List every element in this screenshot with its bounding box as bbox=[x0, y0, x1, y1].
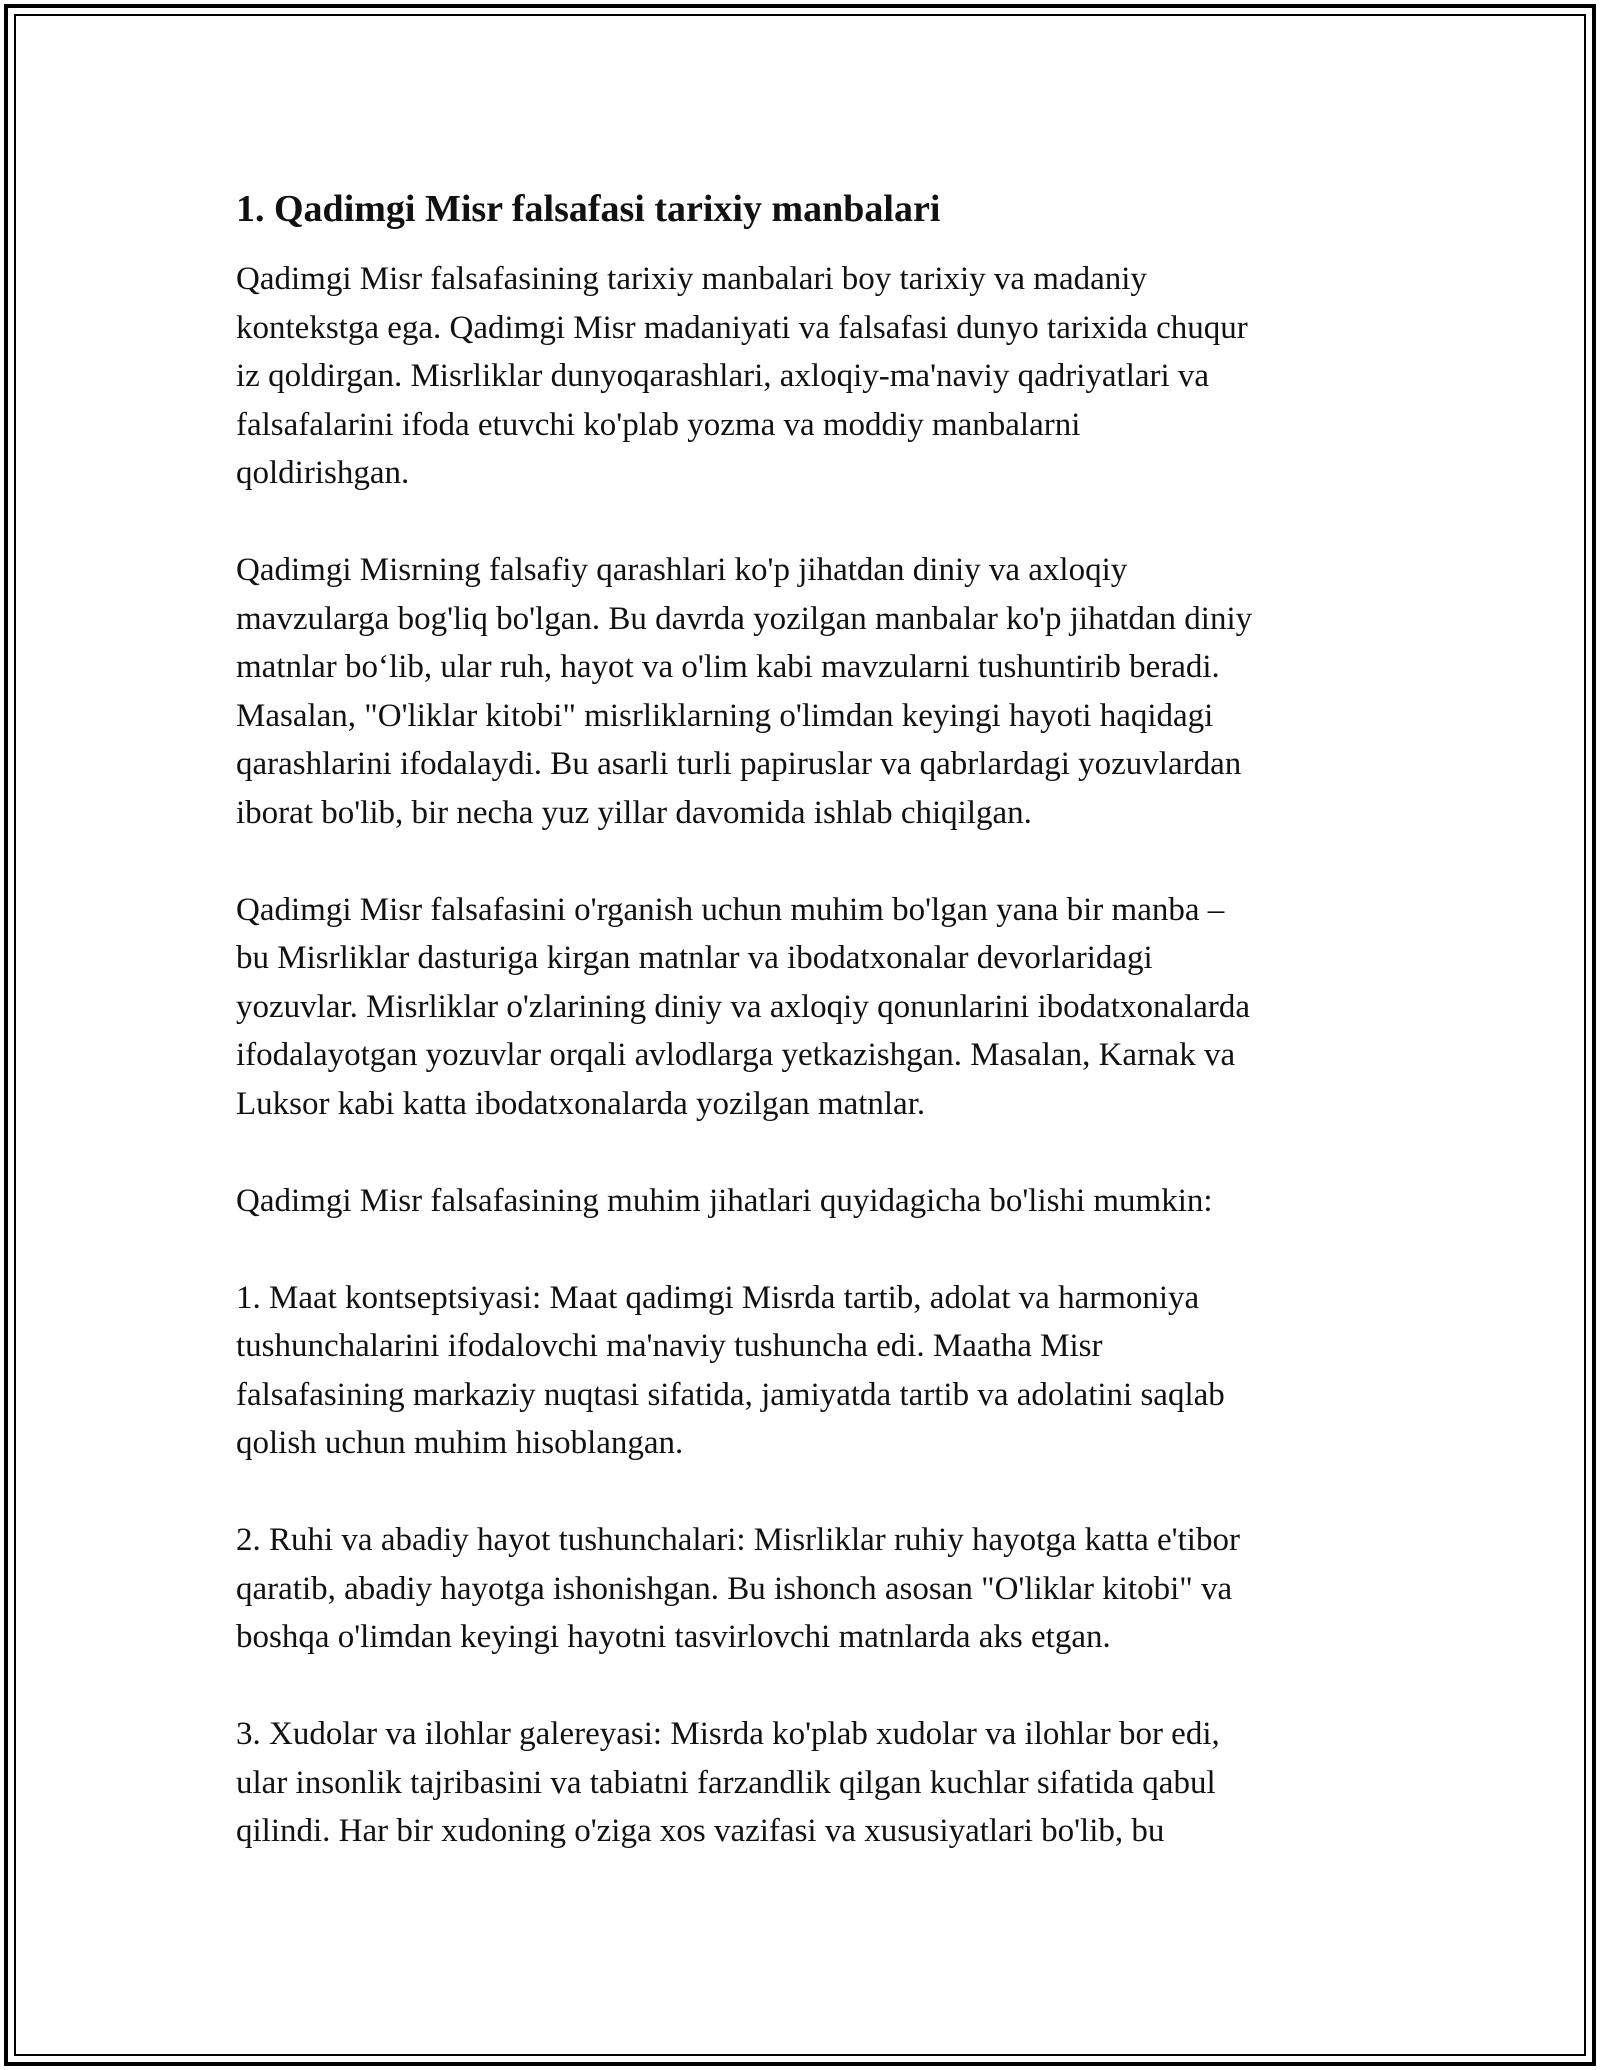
paragraph-aspects-intro bbox=[236, 1177, 1366, 1226]
text-line: Masalan, "O'liklar kitobi" misrliklarning o'limdan keyingi hayoti haqidagi bbox=[236, 697, 1214, 734]
text-line: qilindi. Har bir xudoning o'ziga xos vazifasi va xususiyatlari bo'lib, bu bbox=[236, 1813, 1165, 1849]
text-line: falsafalarini ifoda etuvchi ko'plab yozma va moddiy manbalarni bbox=[236, 406, 1081, 443]
list-item-eternal-life bbox=[236, 1516, 1366, 1662]
text-line: Qadimgi Misrning falsafiy qarashlari ko'p jihatdan diniy va axloqiy bbox=[236, 552, 1128, 588]
text-line: kontekstga ega. Qadimgi Misr madaniyati va falsafasi dunyo tarixida chuqur bbox=[236, 309, 1248, 346]
text-line: Qadimgi Misr falsafasini o'rganish uchun muhim bo'lgan yana bir manba – bbox=[236, 891, 1225, 928]
text-line: iborat bo'lib, bir necha yuz yillar davomida ishlab chiqilgan. bbox=[236, 794, 1032, 831]
text-line: ifodalayotgan yozuvlar orqali avlodlarga yetkazishgan. Masalan, Karnak va bbox=[236, 1037, 1236, 1073]
text-line: Qadimgi Misr falsafasining tarixiy manbalari boy tarixiy va madaniy bbox=[236, 261, 1147, 297]
text-line: Luksor kabi katta ibodatxonalarda yozilgan matnlar. bbox=[236, 1085, 926, 1122]
text-line: 2. Ruhi va abadiy hayot tushunchalari: Misrliklar ruhiy hayotga katta e'tibor bbox=[236, 1522, 1240, 1558]
text-line: 3. Xudolar va ilohlar galereyasi: Misrda ko'plab xudolar va ilohlar bor edi, bbox=[236, 1716, 1220, 1752]
text-line: qaratib, abadiy hayotga ishonishgan. Bu ishonch asosan "O'liklar kitobi" va bbox=[236, 1570, 1233, 1607]
text-line: matnlar bo‘lib, ular ruh, hayot va o'lim kabi mavzularni tushuntirib beradi. bbox=[236, 649, 1220, 685]
text-line: qolish uchun muhim hisoblangan. bbox=[236, 1425, 684, 1461]
document-title: 1. Qadimgi Misr falsafasi tarixiy manbalari bbox=[236, 188, 941, 230]
document-body bbox=[236, 185, 1366, 1904]
paragraph-intro bbox=[236, 255, 1366, 498]
text-line: qarashlarini ifodalaydi. Bu asarli turli papiruslar va qabrlardagi yozuvlardan bbox=[236, 746, 1242, 782]
paragraph-temple-texts bbox=[236, 886, 1366, 1129]
text-line: Qadimgi Misr falsafasining muhim jihatlari quyidagicha bo'lishi mumkin: bbox=[236, 1182, 1213, 1219]
text-line: mavzularga bog'liq bo'lgan. Bu davrda yozilgan manbalar ko'p jihatdan diniy bbox=[236, 600, 1253, 637]
text-line: tushunchalarini ifodalovchi ma'naviy tushuncha edi. Maatha Misr bbox=[236, 1328, 1103, 1364]
paragraph-religious-views bbox=[236, 546, 1366, 837]
text-line: falsafasining markaziy nuqtasi sifatida, jamiyatda tartib va adolatini saqlab bbox=[236, 1376, 1225, 1413]
text-line: 1. Maat kontseptsiyasi: Maat qadimgi Misrda tartib, adolat va harmoniya bbox=[236, 1279, 1200, 1316]
list-item-maat bbox=[236, 1274, 1366, 1468]
text-line: ular insonlik tajribasini va tabiatni farzandlik qilgan kuchlar sifatida qabul bbox=[236, 1764, 1216, 1801]
list-item-gods bbox=[236, 1710, 1366, 1856]
text-line: bu Misrliklar dasturiga kirgan matnlar va ibodatxonalar devorlaridagi bbox=[236, 940, 1153, 976]
text-line: yozuvlar. Misrliklar o'zlarining diniy va axloqiy qonunlarini ibodatxonalarda bbox=[236, 988, 1251, 1025]
text-line: boshqa o'limdan keyingi hayotni tasvirlovchi matnlarda aks etgan. bbox=[236, 1619, 1111, 1655]
text-line: iz qoldirgan. Misrliklar dunyoqarashlari, axloqiy-ma'naviy qadriyatlari va bbox=[236, 358, 1210, 394]
text-line: qoldirishgan. bbox=[236, 455, 410, 491]
